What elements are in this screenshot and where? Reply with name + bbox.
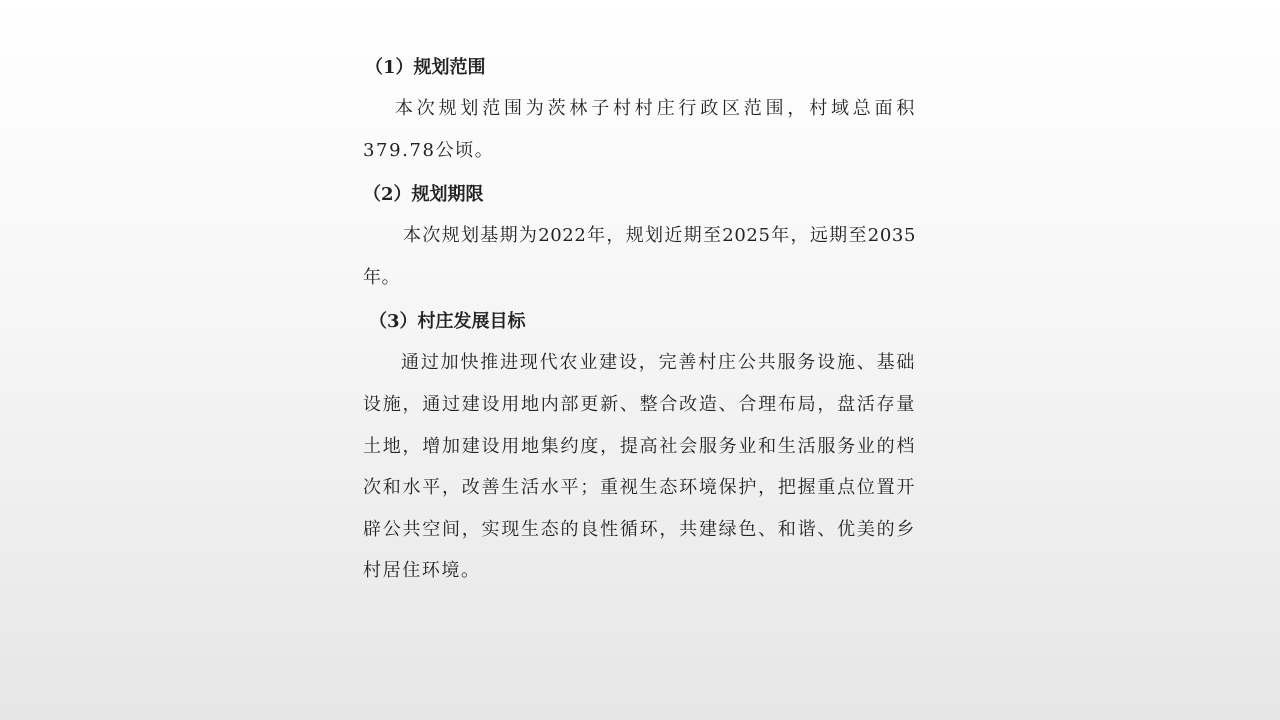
section-body-planning-period: 本次规划基期为2022年，规划近期至2025年，远期至2035年。	[363, 225, 916, 288]
section-heading-development-goals: （3）村庄发展目标	[369, 311, 526, 333]
section-heading-planning-period: （2）规划期限	[363, 184, 484, 206]
section-body-planning-scope: 本次规划范围为茨林子村村庄行政区范围，村域总面积379.78公顷。	[363, 98, 916, 161]
document-text-block	[363, 48, 916, 596]
section-body-development-goals: 通过加快推进现代农业建设，完善村庄公共服务设施、基础设施，通过建设用地内部更新、整合改造、合理布局，盘活存量土地，增加建设用地集约度，提高社会服务业和生活服务业的档次和水平，改善生活水平；重视生态环境保护，把握重点位置开辟公共空间，实现生态的良性循环，共建绿色、和谐、优美的乡村居住环境。	[363, 352, 916, 582]
section-heading-planning-scope: （1）规划范围	[365, 57, 486, 78]
